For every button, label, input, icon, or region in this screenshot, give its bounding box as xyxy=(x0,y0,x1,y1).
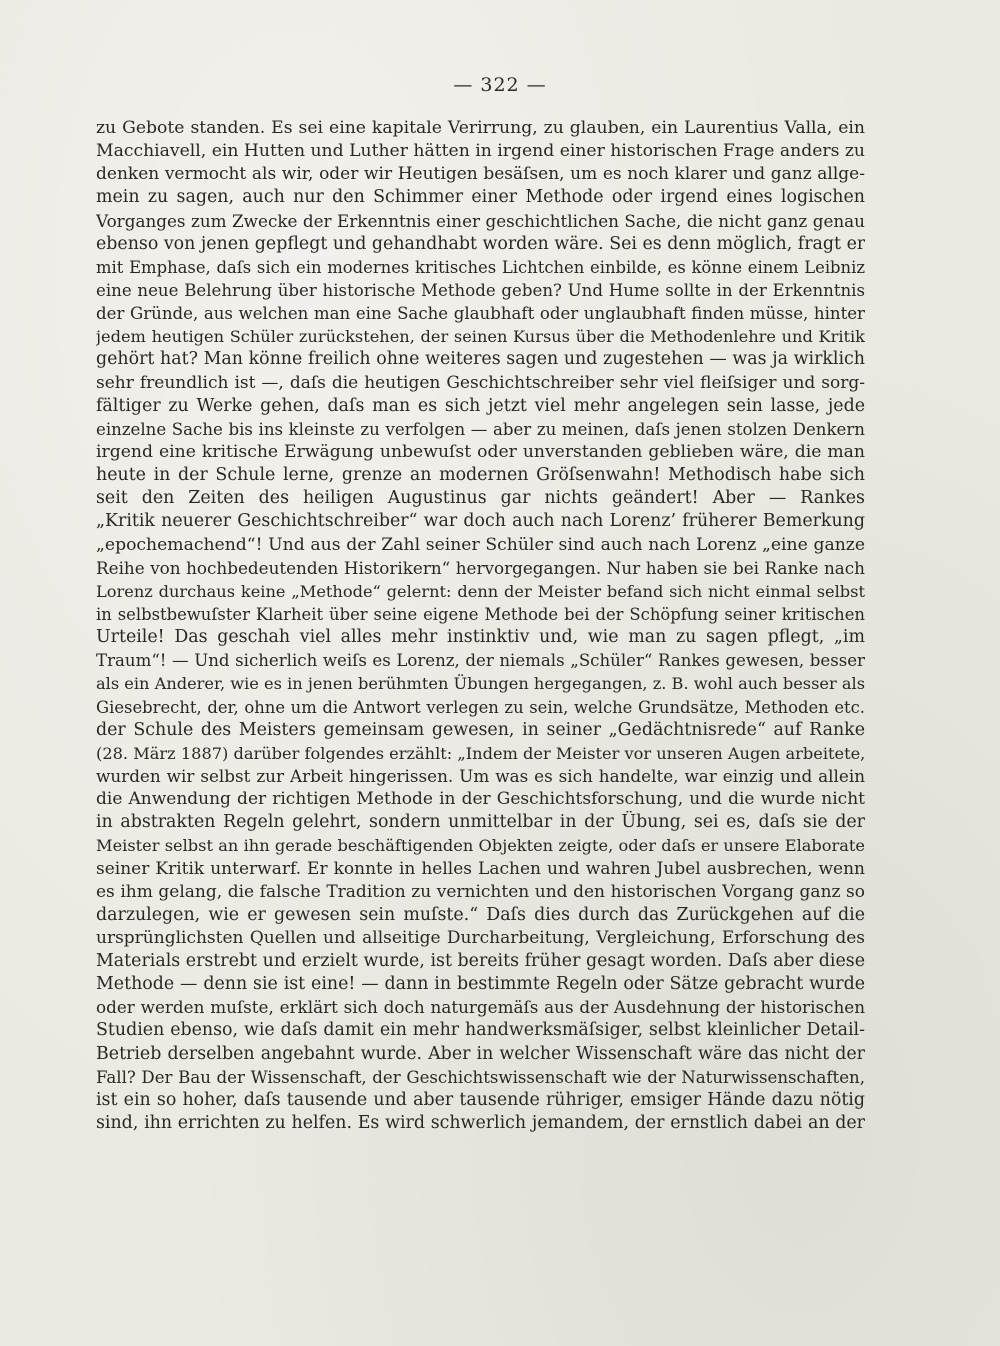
text-line: als ein Anderer, wie es in jenen berühmten Übungen hergegangen, z. B. wohl auch besser als xyxy=(96,674,865,694)
text-line: Methode — denn sie ist eine! — dann in bestimmte Regeln oder Sätze gebracht wurde xyxy=(96,974,865,995)
text-line: in selbstbewuſster Klarheit über seine eigene Methode bei der Schöpfung seiner kritischen xyxy=(96,604,865,624)
text-line: ist ein so hoher, daſs tausende und aber tausende rühriger, emsiger Hände dazu nötig xyxy=(96,1089,865,1110)
text-line: mit Emphase, daſs sich ein modernes kritisches Lichtchen einbilde, es könne einem Leibniz xyxy=(96,257,865,277)
page-number: — 322 — xyxy=(453,74,547,96)
text-line: (28. März 1887) darüber folgendes erzählt: „Indem der Meister vor unseren Augen arbeitete, xyxy=(96,743,865,763)
text-line: fältiger zu Werke gehen, daſs man es sich jetzt viel mehr angelegen sein lasse, jede xyxy=(96,395,865,416)
text-line: die Anwendung der richtigen Methode in der Geschichtsforschung, und die wurde nicht xyxy=(96,789,865,810)
text-line: Macchiavell, ein Hutten und Luther hätten in irgend einer historischen Frage anders zu xyxy=(96,141,865,162)
text-line: der Schule des Meisters gemeinsam gewesen, in seiner „Gedächtnisrede“ auf Ranke xyxy=(96,719,865,740)
text-line: Reihe von hochbedeutenden Historikern“ hervorgegangen. Nur haben sie bei Ranke nach xyxy=(96,557,865,578)
text-line: der Gründe, aus welchen man eine Sache glaubhaft oder unglaubhaft finden müsse, hinter xyxy=(96,304,865,324)
text-line: „Kritik neuerer Geschichtschreiber“ war doch auch nach Lorenz’ früherer Bemerkung xyxy=(96,511,865,532)
text-line: seit den Zeiten des heiligen Augustinus gar nichts geändert! Aber — Rankes xyxy=(96,488,865,509)
text-line: Urteile! Das geschah viel alles mehr instinktiv und, wie man zu sagen pflegt, „im xyxy=(96,627,865,648)
text-line: oder werden muſste, erklärt sich doch naturgemäſs aus der Ausdehnung der historischen xyxy=(96,997,865,1018)
body-text xyxy=(96,117,865,1135)
text-line: jedem heutigen Schüler zurückstehen, der seinen Kursus über die Methodenlehre und Kritik xyxy=(96,327,865,347)
text-line: ursprünglichsten Quellen und allseitige Durcharbeitung, Vergleichung, Erforschung des xyxy=(96,927,865,948)
text-line: Studien ebenso, wie daſs damit ein mehr handwerksmäſsiger, selbst kleinlicher Detail- xyxy=(96,1020,865,1041)
text-line: Giesebrecht, der, ohne um die Antwort verlegen zu sein, welche Grundsätze, Methoden etc. xyxy=(96,697,865,717)
text-line: Lorenz durchaus keine „Methode“ gelernt: denn der Meister befand sich nicht einmal selbst xyxy=(96,581,865,601)
text-line: wurden wir selbst zur Arbeit hingerissen. Um was es sich handelte, war einzig und allein xyxy=(96,765,865,786)
text-line: es ihm gelang, die falsche Tradition zu vernichten und den historischen Vorgang ganz so xyxy=(96,881,865,902)
text-line: heute in der Schule lerne, grenze an modernen Gröſsenwahn! Methodisch habe sich xyxy=(96,465,865,486)
text-line: Betrieb derselben angebahnt wurde. Aber in welcher Wissenschaft wäre das nicht der xyxy=(96,1043,865,1064)
text-line: Meister selbst an ihn gerade beschäftigenden Objekten zeigte, oder daſs er unsere Elaborate xyxy=(96,836,865,856)
text-line: sehr freundlich ist —, daſs die heutigen Geschichtschreiber sehr viel fleiſsiger und sorg- xyxy=(96,372,865,393)
text-line: sind, ihn errichten zu helfen. Es wird schwerlich jemandem, der ernstlich dabei an der xyxy=(96,1113,865,1134)
text-line: ebenso von jenen gepflegt und gehandhabt worden wäre. Sei es denn möglich, fragt er xyxy=(96,233,865,254)
text-line: Traum“! — Und sicherlich weiſs es Lorenz, der niemals „Schüler“ Rankes gewesen, besser xyxy=(96,651,865,671)
text-line: gehört hat? Man könne freilich ohne weiteres sagen und zugestehen — was ja wirklich xyxy=(96,349,865,370)
text-line: irgend eine kritische Erwägung unbewuſst oder unverstanden geblieben wäre, die man xyxy=(96,441,865,462)
text-line: Fall? Der Bau der Wissenschaft, der Geschichtswissenschaft wie der Naturwissenschaften, xyxy=(96,1067,865,1087)
text-line: in abstrakten Regeln gelehrt, sondern unmittelbar in der Übung, sei es, daſs sie der xyxy=(96,812,865,833)
text-line: denken vermocht als wir, oder wir Heutigen besäſsen, um es noch klarer und ganz allge- xyxy=(96,164,865,185)
text-line: darzulegen, wie er gewesen sein muſste.“ Daſs dies durch das Zurückgehen auf die xyxy=(96,904,865,925)
text-line: „epochemachend“! Und aus der Zahl seiner Schüler sind auch nach Lorenz „eine ganze xyxy=(96,534,865,555)
text-line: seiner Kritik unterwarf. Er konnte in helles Lachen und wahren Jubel ausbrechen, wenn xyxy=(96,858,865,879)
text-line: zu Gebote standen. Es sei eine kapitale Verirrung, zu glauben, ein Laurentius Valla, ein xyxy=(96,118,865,138)
text-line: einzelne Sache bis ins kleinste zu verfolgen — aber zu meinen, daſs jenen stolzen Denkern xyxy=(96,419,865,439)
text-line: Vorganges zum Zwecke der Erkenntnis einer geschichtlichen Sache, die nicht ganz genau xyxy=(96,210,865,231)
text-line: eine neue Belehrung über historische Methode geben? Und Hume sollte in der Erkenntnis xyxy=(96,280,865,300)
text-line: mein zu sagen, auch nur den Schimmer einer Methode oder irgend eines logischen xyxy=(96,187,865,208)
text-line: Materials erstrebt und erzielt wurde, ist bereits früher gesagt worden. Daſs aber diese xyxy=(96,951,865,972)
